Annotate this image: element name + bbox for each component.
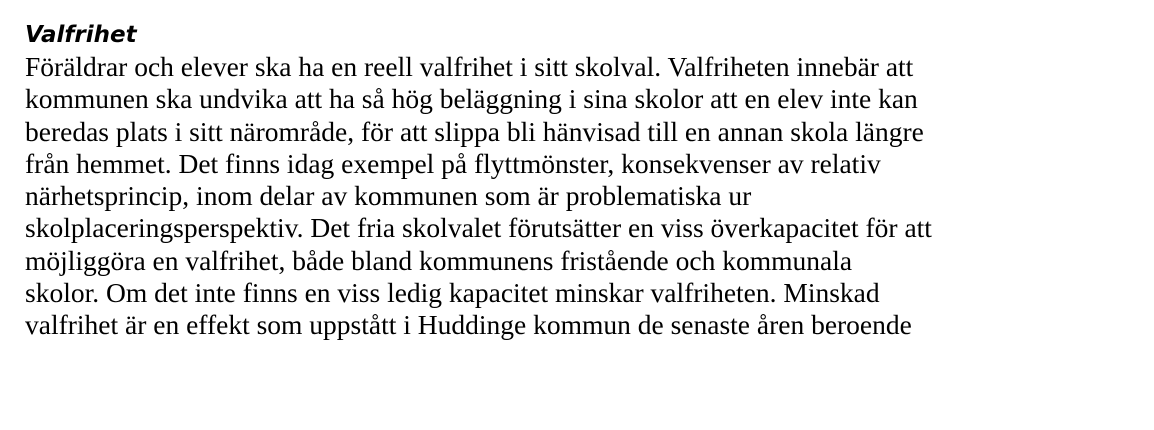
paragraph-line: närhetsprincip, inom delar av kommunen som är problematiska ur [25, 180, 752, 212]
paragraph-line: Föräldrar och elever ska ha en reell valfrihet i sitt skolval. Valfriheten innebär att [25, 51, 914, 82]
paragraph-line: kommunen ska undvika att ha så hög beläggning i sina skolor att en elev inte kan [25, 83, 918, 115]
document-page [25, 19, 1135, 342]
paragraph-line: från hemmet. Det finns idag exempel på flyttmönster, konsekvenser av relativ [25, 147, 881, 179]
paragraph-line: beredas plats i sitt närområde, för att slippa bli hänvisad till en annan skola längre [25, 115, 924, 147]
section-heading: Valfrihet [25, 22, 137, 48]
body-paragraph [25, 51, 1135, 342]
paragraph-line: skolplaceringsperspektiv. Det fria skolvalet förutsätter en viss överkapacitet för att [25, 212, 932, 244]
paragraph-line: möjliggöra en valfrihet, både bland kommunens fristående och kommunala [25, 244, 853, 276]
paragraph-line: skolor. Om det inte finns en viss ledig kapacitet minskar valfriheten. Minskad [25, 277, 880, 309]
paragraph-line: valfrihet är en effekt som uppstått i Huddinge kommun de senaste åren beroende [25, 309, 912, 341]
